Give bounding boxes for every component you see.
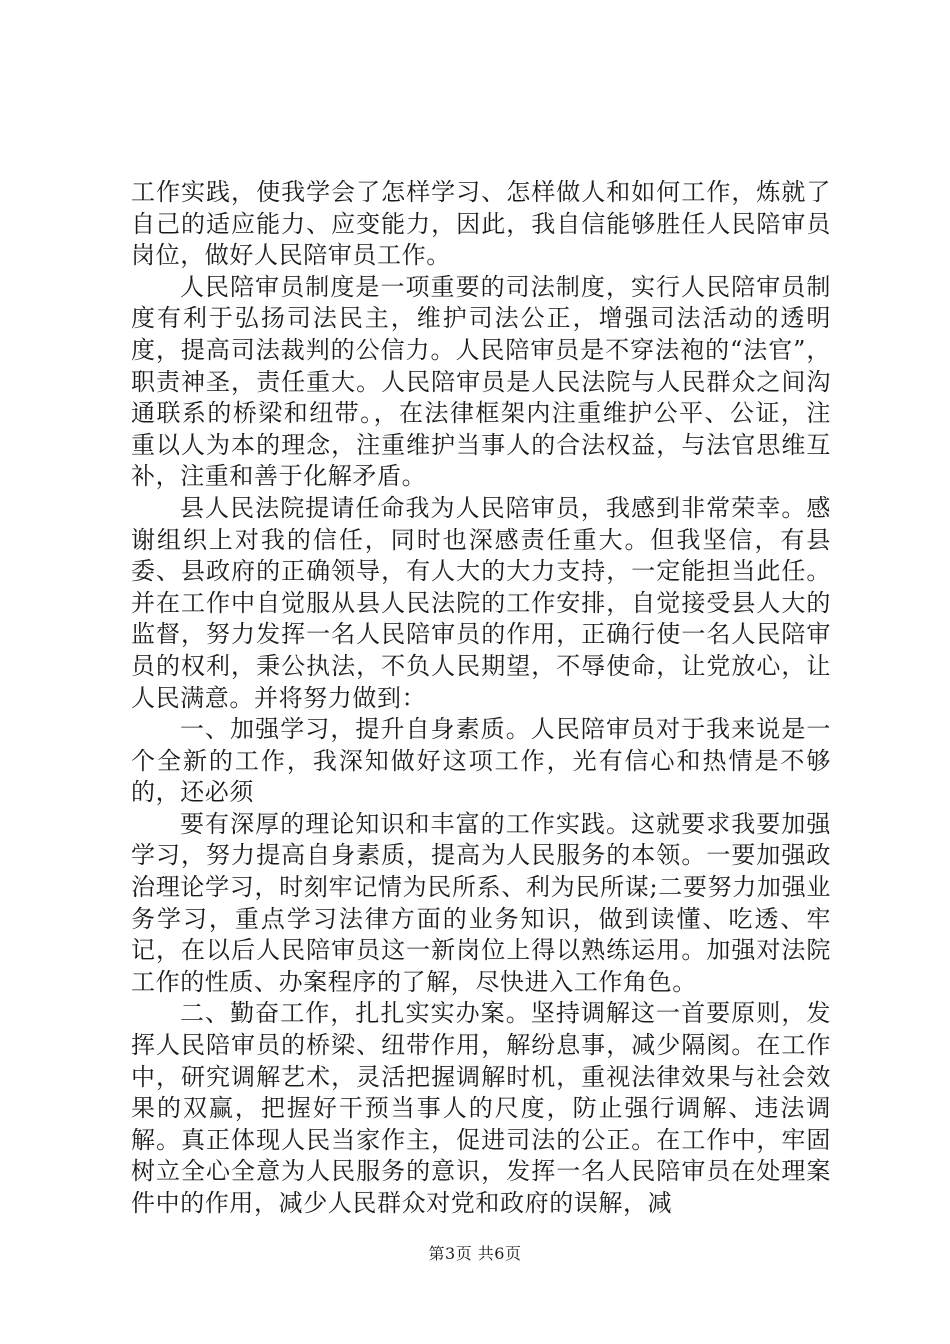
paragraph-3: 县人民法院提请任命我为人民陪审员，我感到非常荣幸。感谢组织上对我的信任，同时也深感责任重大。但我坚信，有县委、县政府的正确领导，有人大的大力支持，一定能担当此任。并在工作中自觉服从县人民法院的工作安排，自觉接受县人大的监督，努力发挥一名人民陪审员的作用，正确行使一名人民陪审员的权利，秉公执法，不负人民期望，不辱使命，让党放心，让人民满意。并将努力做到： (131, 493, 831, 712)
document-body (131, 177, 831, 1220)
page-number-footer: 第3页 共6页 (428, 1244, 522, 1263)
paragraph-2: 人民陪审员制度是一项重要的司法制度，实行人民陪审员制度有利于弘扬司法民主，维护司法公正，增强司法活动的透明度，提高司法裁判的公信力。人民陪审员是不穿法袍的“法官”，职责神圣，责任重大。人民陪审员是人民法院与人民群众之间沟通联系的桥梁和纽带。，在法律框架内注重维护公平、公证，注重以人为本的理念，注重维护当事人的合法权益，与法官思维互补，注重和善于化解矛盾。 (131, 272, 831, 491)
paragraph-5: 要有深厚的理论知识和丰富的工作实践。这就要求我要加强学习，努力提高自身素质，提高为人民服务的本领。一要加强政治理论学习，时刻牢记情为民所系、利为民所谋;二要努力加强业务学习，重点学习法律方面的业务知识，做到读懂、吃透、牢记，在以后人民陪审员这一新岗位上得以熟练运用。加强对法院工作的性质、办案程序的了解，尽快进入工作角色。 (131, 809, 831, 996)
paragraph-6: 二、勤奋工作，扎扎实实办案。坚持调解这一首要原则，发挥人民陪审员的桥梁、纽带作用，解纷息事，减少隔阂。在工作中，研究调解艺术，灵活把握调解时机，重视法律效果与社会效果的双赢，把握好干预当事人的尺度，防止强行调解、违法调解。真正体现人民当家作主，促进司法的公正。在工作中，牢固树立全心全意为人民服务的意识，发挥一名人民陪审员在处理案件中的作用，减少人民群众对党和政府的误解，减 (131, 999, 831, 1217)
paragraph-4: 一、加强学习，提升自身素质。人民陪审员对于我来说是一个全新的工作，我深知做好这项工作，光有信心和热情是不够的，还必须 (131, 715, 831, 807)
paragraph-1: 工作实践，使我学会了怎样学习、怎样做人和如何工作，炼就了自己的适应能力、应变能力，因此，我自信能够胜任人民陪审员岗位，做好人民陪审员工作。 (131, 178, 831, 270)
